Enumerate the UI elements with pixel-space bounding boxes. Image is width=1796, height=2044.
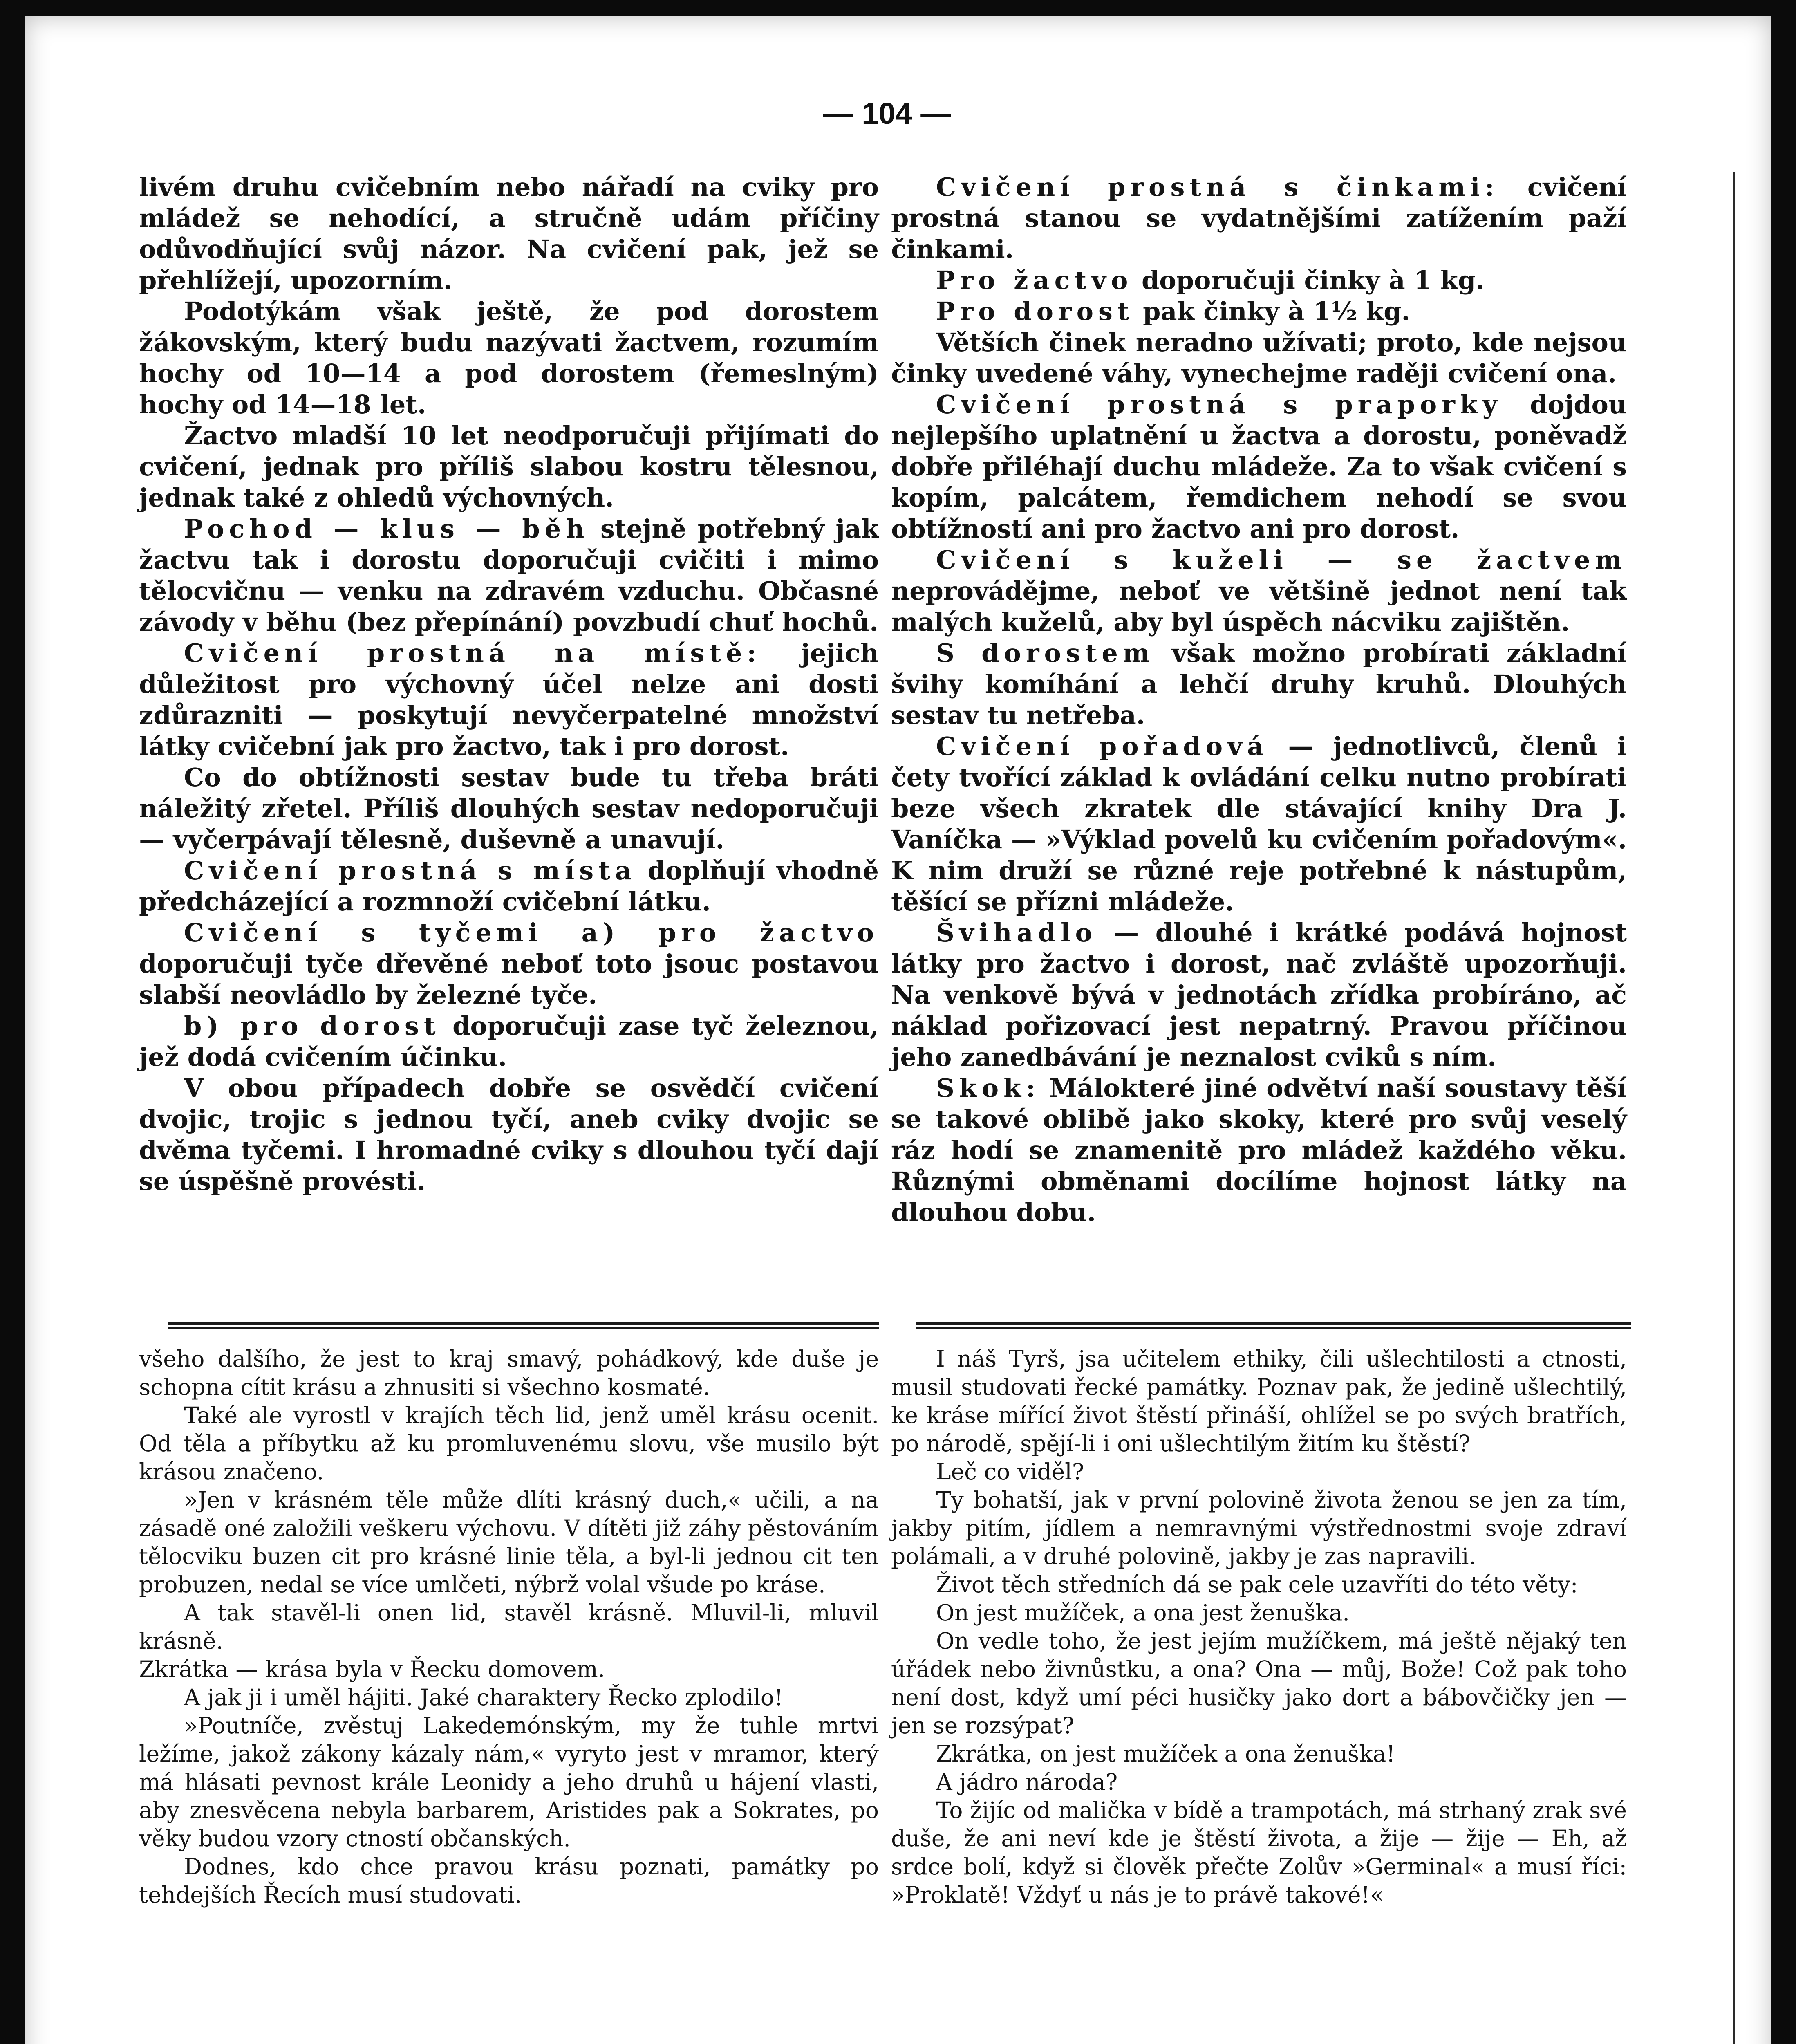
spaced-heading: Cvičení prostná s místa xyxy=(184,856,637,885)
page-edge-line xyxy=(1733,172,1735,2044)
lower-right-column xyxy=(891,1345,1627,1909)
paragraph xyxy=(139,762,879,855)
paragraph-text: On vedle toho, že jest jejím mužíčkem, má ještě nějaký ten úřádek nebo živnůstku, a ona? Ona — můj, Bože! Což pak toho není dost, když umí péci husičky jako dort a bábovčičky jen — jen se rozsýpat? xyxy=(891,1628,1627,1739)
paragraph xyxy=(891,1768,1627,1796)
paragraph xyxy=(139,1073,879,1197)
spaced-heading: Pochod — klus — běh xyxy=(184,514,589,544)
paragraph-text: Podotýkám však ještě, že pod dorostem žákovským, který budu nazývati žactvem, rozumím hochy od 10—14 a pod dorostem (řemeslným) hochy od 14—18 let. xyxy=(139,296,879,419)
paragraph-text: doporučuji zase tyč železnou, jež dodá cvičením účinku. xyxy=(139,1011,879,1072)
paragraph xyxy=(139,172,879,296)
paragraph-text: doporučuji činky à 1 kg. xyxy=(1133,265,1485,295)
paragraph-text: Zkrátka, on jest mužíček a ona ženuška! xyxy=(936,1741,1395,1767)
paragraph-text: Leč co viděl? xyxy=(936,1459,1084,1485)
paragraph-text: Málokteré jiné odvětví naší soustavy těší se takové oblibě jako skoky, které pro svůj veselý ráz hodí se znamenitě pro mládež každého věku. Různými obměnami docílíme hojnost látky na dlouhou dobu. xyxy=(891,1073,1627,1227)
paragraph xyxy=(139,513,879,638)
paragraph-text: neprovádějme, neboť ve většině jednot není tak malých kuželů, aby byl úspěch nácviku zajištěn. xyxy=(891,576,1627,637)
paragraph-text: V obou případech dobře se osvědčí cvičení dvojic, trojic s jednou tyčí, aneb cviky dvojic se dvěma tyčemi. I hromadné cviky s dlouhou tyčí dají se úspěšně provésti. xyxy=(139,1073,879,1196)
paragraph xyxy=(891,638,1627,731)
spaced-heading: Cvičení s tyčemi a) pro žactvo xyxy=(184,918,879,948)
spaced-heading: Pro žactvo xyxy=(936,265,1133,295)
spaced-heading: Skok: xyxy=(936,1073,1040,1103)
paragraph-text: To žijíc od malička v bídě a trampotách, má strhaný zrak své duše, že ani neví kde je štěstí života, a žije — žije — Eh, až srdce bolí, když si člověk přečte Zolův »Germinal« a musí říci: »Proklatě! Vždyť u nás je to právě takové!« xyxy=(891,1797,1627,1908)
paragraph xyxy=(891,1345,1627,1458)
paragraph xyxy=(139,638,879,762)
paragraph-text: Žactvo mladší 10 let neodporučuji přijímati do cvičení, jednak pro příliš slabou kostru tělesnou, jednak také z ohledů výchovných. xyxy=(139,421,879,513)
spaced-heading: Cvičení s kuželi — se žactvem xyxy=(936,545,1627,575)
spaced-heading: Pro dorost xyxy=(936,296,1134,326)
paragraph-text: Také ale vyrostl v krajích těch lid, jenž uměl krásu ocenit. Od těla a příbytku až ku promluvenému slovu, vše musilo být krásou značeno. xyxy=(139,1402,879,1485)
paragraph xyxy=(891,1486,1627,1571)
paragraph xyxy=(139,1853,879,1909)
paragraph xyxy=(891,1073,1627,1228)
paragraph xyxy=(139,1486,879,1599)
paragraph xyxy=(891,265,1627,296)
paragraph-text: Co do obtížnosti sestav bude tu třeba bráti náležitý zřetel. Příliš dlouhých sestav nedoporučuji — vyčerpávají tělesně, duševně a unavují. xyxy=(139,762,879,854)
paragraph-text: jejich důležitost pro výchovný účel nelze ani dosti zdůrazniti — poskytují nevyčerpatelné množství látky cvičební jak pro žactvo, tak i pro dorost. xyxy=(139,638,879,761)
paragraph-text: — dlouhé i krátké podává hojnost látky pro žactvo i dorost, nač zvláště upozorňuji. Na venkově bývá v jednotách zřídka probíráno, ač náklad pořizovací jest nepatrný. Pravou příčinou jeho zanedbávání je neznalost cviků s ním. xyxy=(891,918,1627,1072)
paragraph-text: Dodnes, kdo chce pravou krásu poznati, památky po tehdejších Řecích musí studovati. xyxy=(139,1853,879,1908)
paragraph xyxy=(139,1683,879,1712)
paragraph-text: A jádro národa? xyxy=(936,1769,1118,1795)
spaced-heading: Cvičení pořadová xyxy=(936,731,1269,761)
spaced-heading: Švihadlo xyxy=(936,918,1097,948)
lower-left-column xyxy=(139,1345,879,1909)
paragraph xyxy=(891,1599,1627,1627)
paragraph xyxy=(891,545,1627,638)
paragraph xyxy=(139,296,879,420)
paragraph-text: »Poutníče, zvěstuj Lakedemónským, my že tuhle mrtvi ležíme, jakož zákony kázaly nám,« vyryto jest v mramor, který má hlásati pevnost krále Leonidy a jeho druhů u hájení vlasti, aby znesvěcena nebyla barbarem, Aristides pak a Sokrates, po věky budou vzory ctností občanských. xyxy=(139,1712,879,1851)
paragraph xyxy=(891,1740,1627,1768)
paragraph-text: Zkrátka — krása byla v Řecku domovem. xyxy=(139,1656,605,1682)
paragraph xyxy=(891,1627,1627,1740)
spaced-heading: S dorostem xyxy=(936,638,1155,668)
paragraph xyxy=(891,389,1627,545)
paragraph-text: Život těch středních dá se pak cele uzavříti do této věty: xyxy=(936,1571,1578,1598)
paragraph-text: dojdou nejlepšího uplatnění u žactva a dorostu, poněvadž dobře přiléhají duchu mládeže. Za to však cvičení s kopím, palcátem, řemdichem nehodí se svou obtížností ani pro žactvo ani pro dorost. xyxy=(891,390,1627,544)
paragraph xyxy=(139,1599,879,1655)
page-number: — 104 — xyxy=(823,96,951,130)
paragraph xyxy=(891,1796,1627,1909)
section-divider-right xyxy=(916,1322,1631,1329)
paragraph xyxy=(891,1458,1627,1486)
paragraph xyxy=(891,917,1627,1073)
paragraph xyxy=(891,296,1627,327)
paragraph xyxy=(139,1011,879,1073)
paragraph xyxy=(891,327,1627,389)
paragraph xyxy=(139,1712,879,1853)
section-divider-left xyxy=(168,1322,879,1329)
paragraph-text: doplňují vhodně předcházející a rozmnoží cvičební látku. xyxy=(139,856,879,917)
paragraph-text: cvičení prostná stanou se vydatnějšími zatížením paží činkami. xyxy=(891,172,1627,264)
upper-right-column xyxy=(891,172,1627,1228)
paragraph-text: Ty bohatší, jak v první polovině života ženou se jen za tím, jakby pitím, jídlem a nemravnými výstřednostmi svoje zdraví polámali, a v druhé polovině, jakby je zas napravili. xyxy=(891,1487,1627,1569)
paragraph-text: stejně potřebný jak žactvu tak i dorostu doporučuji cvičiti i mimo tělocvičnu — venku na zdravém vzduchu. Občasné závody v běhu (bez přepínání) povzbudí chuť hochů. xyxy=(139,514,879,637)
paragraph-text: On jest mužíček, a ona jest ženuška. xyxy=(936,1600,1350,1626)
paragraph xyxy=(139,1655,879,1683)
paragraph xyxy=(139,917,879,1011)
paragraph-text: I náš Tyrš, jsa učitelem ethiky, čili ušlechtilosti a ctnosti, musil studovati řecké památky. Poznav pak, že jedině ušlechtilý, ke kráse mířící život štěstí přináší, ohlížel se po svých bratřích, po národě, spějí-li i oni ušlechtilým žitím ku štěstí? xyxy=(891,1346,1627,1457)
paragraph-text: livém druhu cvičebním nebo nářadí na cviky pro mládež se nehodící, a stručně udám příčiny odůvodňující svůj názor. Na cvičení pak, jež se přehlížejí, upozorním. xyxy=(139,172,879,295)
spaced-heading: b) pro dorost xyxy=(184,1011,441,1041)
paragraph xyxy=(139,855,879,917)
paragraph xyxy=(891,731,1627,917)
paragraph-text: Větších činek neradno užívati; proto, kde nejsou činky uvedené váhy, vynechejme raději cvičení ona. xyxy=(891,327,1627,388)
paragraph xyxy=(891,1571,1627,1599)
paragraph xyxy=(139,1401,879,1486)
paragraph-text: »Jen v krásném těle může dlíti krásný duch,« učili, a na zásadě oné založili veškeru výchovu. V dítěti již záhy pěstováním tělocviku buzen cit pro krásné linie těla, a byl-li jednou cit ten probuzen, nedal se více umlčeti, nýbrž volal všude po kráse. xyxy=(139,1487,879,1598)
paragraph-text: pak činky à 1½ kg. xyxy=(1134,296,1411,326)
paragraph xyxy=(139,1345,879,1401)
upper-left-column xyxy=(139,172,879,1197)
paragraph-text: A jak ji i uměl hájiti. Jaké charaktery Řecko zplodilo! xyxy=(184,1684,784,1710)
paragraph-text: všeho dalšího, že jest to kraj smavý, pohádkový, kde duše je schopna cítit krásu a zhnusiti si všechno kosmaté. xyxy=(139,1346,879,1400)
spaced-heading: Cvičení prostná s praporky xyxy=(936,390,1502,419)
paragraph xyxy=(891,172,1627,265)
paragraph-text: — jednotlivců, členů i čety tvořící základ k ovládání celku nutno probírati beze všech zkratek dle stávající knihy Dra J. Vaníčka — »Výklad povelů ku cvičením pořadovým«. K nim druží se různé reje potřebné k nástupům, těšící se přízni mládeže. xyxy=(891,731,1627,917)
paragraph xyxy=(139,420,879,513)
spaced-heading: Cvičení prostná na místě: xyxy=(184,638,761,668)
spaced-heading: Cvičení prostná s činkami: xyxy=(936,172,1499,202)
paragraph-text: doporučuji tyče dřevěné neboť toto jsouc postavou slabší neovládlo by železné tyče. xyxy=(139,949,879,1010)
paragraph-text: A tak stavěl-li onen lid, stavěl krásně. Mluvil-li, mluvil krásně. xyxy=(139,1600,879,1654)
paragraph-text: však možno probírati základní švihy komíhání a lehčí druhy kruhů. Dlouhých sestav tu netřeba. xyxy=(891,638,1627,730)
